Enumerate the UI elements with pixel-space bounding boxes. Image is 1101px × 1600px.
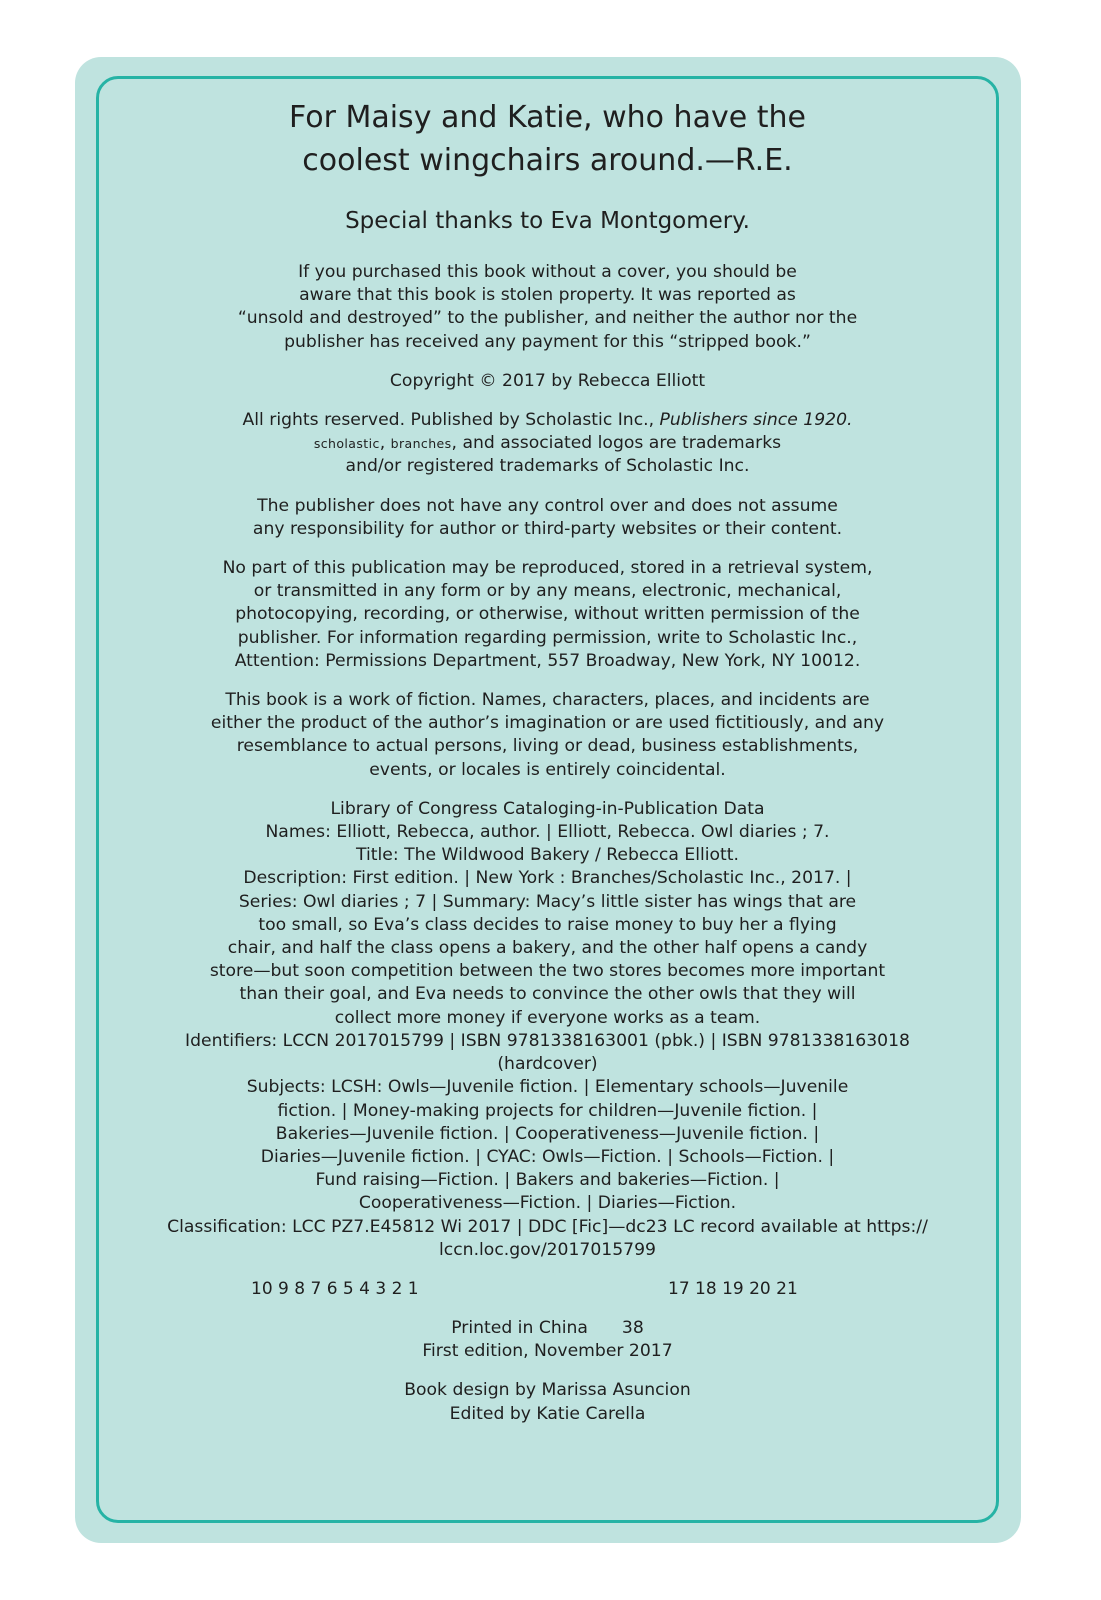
printing-numbers: 10 9 8 7 6 5 4 3 2 1 bbox=[251, 1278, 419, 1299]
rights-text: , bbox=[379, 433, 391, 454]
cip-line: Cooperativeness—Fiction. | Diaries—Fiction. bbox=[358, 1193, 737, 1214]
notice-line: If you purchased this book without a cover, you should be bbox=[298, 262, 797, 282]
rights-line bbox=[96, 432, 999, 455]
cip-line: Description: First edition. | New York : Branches/Scholastic Inc., 2017. | bbox=[243, 868, 852, 889]
stolen-property-notice bbox=[96, 261, 999, 354]
dedication bbox=[96, 96, 999, 182]
notice-line: publisher has received any payment for this “stripped book.” bbox=[284, 331, 811, 352]
cip-data bbox=[96, 798, 999, 1262]
reproduction-notice bbox=[96, 557, 999, 673]
dedication-line: For Maisy and Katie, who have the bbox=[289, 100, 806, 135]
fiction-line: events, or locales is entirely coincidental. bbox=[369, 759, 726, 780]
cip-line: Names: Elliott, Rebecca, author. | Elliott, Rebecca. Owl diaries ; 7. bbox=[265, 822, 830, 843]
cip-line: Bakeries—Juvenile fiction. | Cooperativeness—Juvenile fiction. | bbox=[275, 1123, 820, 1144]
special-thanks: Special thanks to Eva Montgomery. bbox=[345, 208, 750, 234]
disclaimer-line: The publisher does not have any control over and does not assume bbox=[257, 495, 838, 516]
cip-line: Diaries—Juvenile fiction. | CYAC: Owls—Fiction. | Schools—Fiction. | bbox=[260, 1146, 835, 1167]
reproduction-line: No part of this publication may be reproduced, stored in a retrieval system, bbox=[222, 558, 873, 579]
notice-line: “unsold and destroyed” to the publisher, and neither the author nor the bbox=[237, 308, 858, 329]
scholastic-trademark: scholastic bbox=[313, 436, 380, 452]
cip-line: Series: Owl diaries ; 7 | Summary: Macy’s little sister has wings that are bbox=[238, 891, 857, 912]
fiction-line: resemblance to actual persons, living or dead, business establishments, bbox=[236, 736, 859, 757]
reproduction-line: publisher. For information regarding permission, write to Scholastic Inc., bbox=[237, 627, 858, 648]
cip-line: (hardcover) bbox=[497, 1054, 598, 1075]
credits bbox=[96, 1379, 999, 1425]
fiction-notice bbox=[96, 689, 999, 782]
rights-text: , and associated logos are trademarks bbox=[451, 433, 782, 454]
cip-line: Fund raising—Fiction. | Bakers and bakeries—Fiction. | bbox=[315, 1170, 780, 1191]
reproduction-line: or transmitted in any form or by any means, electronic, mechanical, bbox=[253, 581, 842, 602]
printing-line-row bbox=[96, 1277, 999, 1301]
year-numbers: 17 18 19 20 21 bbox=[668, 1278, 798, 1299]
fiction-line: either the product of the author’s imagination or are used fictitiously, and any bbox=[210, 713, 885, 734]
rights-text: All rights reserved. Published by Scholastic Inc., bbox=[242, 410, 660, 431]
cip-line: collect more money if everyone works as a team. bbox=[334, 1007, 761, 1028]
disclaimer-line: any responsibility for author or third-party websites or their content. bbox=[252, 518, 843, 539]
cip-line: Subjects: LCSH: Owls—Juvenile fiction. | Elementary schools—Juvenile bbox=[246, 1077, 849, 1098]
printed-line bbox=[96, 1317, 999, 1340]
cip-line: store—but soon competition between the two stores becomes more important bbox=[209, 961, 886, 982]
rights-line: and/or registered trademarks of Scholastic Inc. bbox=[345, 456, 750, 477]
printer-code: 38 bbox=[621, 1317, 644, 1338]
credit-line: Edited by Katie Carella bbox=[449, 1403, 646, 1424]
branches-trademark: branches bbox=[390, 436, 452, 452]
rights-line bbox=[96, 409, 999, 432]
copyright-line: Copyright © 2017 by Rebecca Elliott bbox=[389, 370, 706, 391]
printing-info bbox=[96, 1317, 999, 1363]
publishers-since: Publishers since 1920. bbox=[659, 410, 853, 431]
edition-line: First edition, November 2017 bbox=[422, 1341, 673, 1362]
reproduction-line: Attention: Permissions Department, 557 Broadway, New York, NY 10012. bbox=[234, 650, 861, 671]
cip-line: Identifiers: LCCN 2017015799 | ISBN 9781338163001 (pbk.) | ISBN 9781338163018 bbox=[185, 1030, 910, 1051]
fiction-line: This book is a work of fiction. Names, characters, places, and incidents are bbox=[225, 690, 870, 711]
cip-line: Title: The Wildwood Bakery / Rebecca Elliott. bbox=[355, 845, 740, 866]
cip-line: fiction. | Money-making projects for children—Juvenile fiction. | bbox=[277, 1100, 818, 1121]
cip-line: too small, so Eva’s class decides to raise money to buy her a flying bbox=[258, 914, 837, 935]
notice-line: aware that this book is stolen property. It was reported as bbox=[299, 285, 796, 306]
reproduction-line: photocopying, recording, or otherwise, without written permission of the bbox=[235, 604, 860, 625]
cip-line: Classification: LCC PZ7.E45812 Wi 2017 | DDC [Fic]—dc23 LC record available at https:// bbox=[167, 1216, 928, 1237]
copyright-page-content bbox=[96, 76, 999, 1426]
cip-line: Library of Congress Cataloging-in-Publication Data bbox=[330, 798, 765, 819]
cip-line: than their goal, and Eva needs to convince the other owls that they will bbox=[239, 984, 856, 1005]
cip-line: lccn.loc.gov/2017015799 bbox=[439, 1239, 656, 1260]
cip-line: chair, and half the class opens a bakery, and the other half opens a candy bbox=[227, 938, 868, 959]
printed-in: Printed in China bbox=[451, 1317, 588, 1338]
publisher-disclaimer bbox=[96, 495, 999, 541]
dedication-line: coolest wingchairs around.—R.E. bbox=[302, 143, 793, 178]
credit-line: Book design by Marissa Asuncion bbox=[404, 1380, 691, 1401]
rights-reserved bbox=[96, 409, 999, 479]
